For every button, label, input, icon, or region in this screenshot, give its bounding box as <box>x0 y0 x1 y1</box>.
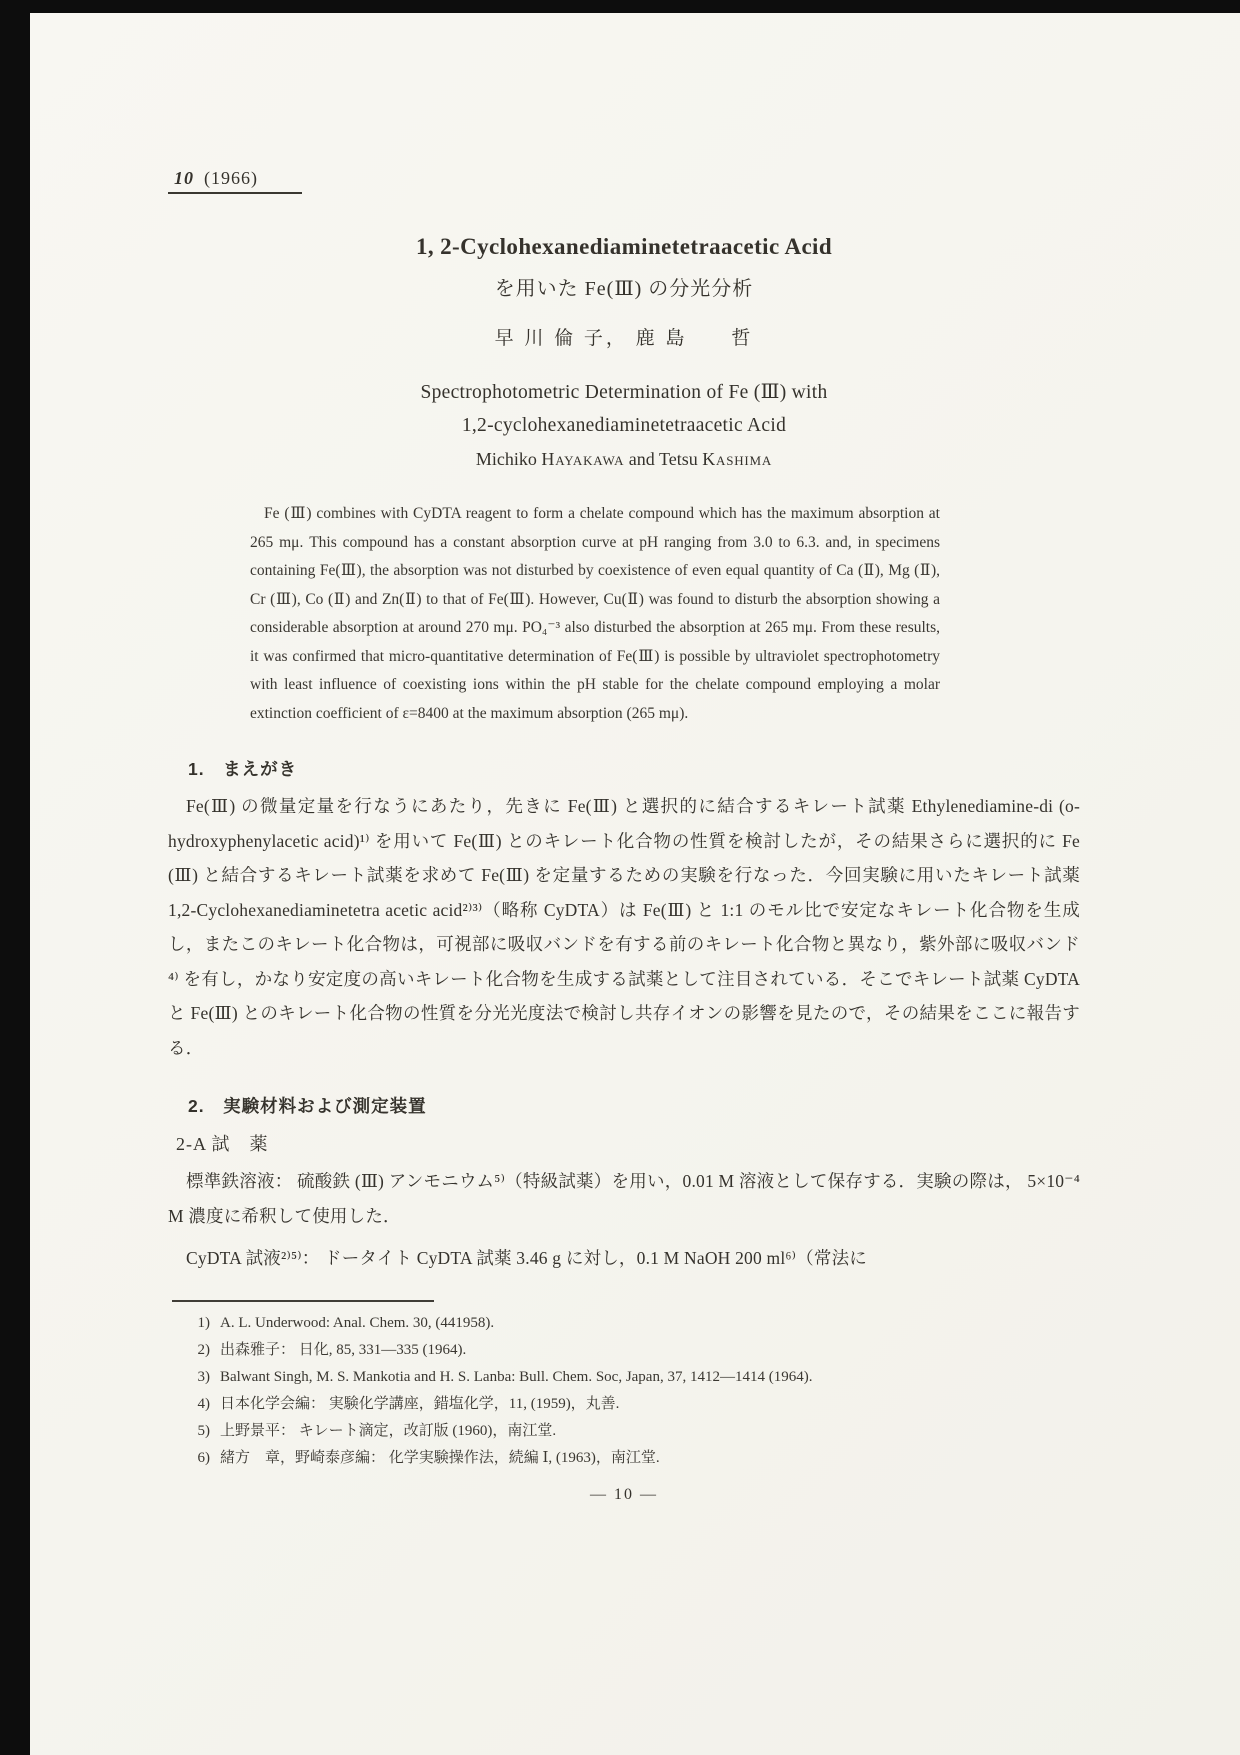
article-title-english <box>168 376 1080 442</box>
section-1-paragraph: Fe(Ⅲ) の微量定量を行なうにあたり，先きに Fe(Ⅲ) と選択的に結合するキレート試薬 Ethylenediamine-di (o-hydroxyphenylacetic acid)¹⁾ を用いて Fe(Ⅲ) とのキレート化合物の性質を検討したが，その結果さらに選択的に Fe (Ⅲ) と結合するキレート試薬を求めて Fe(Ⅲ) を定量するための実験を行なった．今回実験に用いたキレート試薬 1,2-Cyclohexanediaminetetra acetic acid²⁾³⁾（略称 CyDTA）は Fe(Ⅲ) と 1:1 のモル比で安定なキレート化合物を生成し，またこのキレート化合物は，可視部に吸収バンドを有する前のキレート化合物と異なり，紫外部に吸収バンド⁴⁾ を有し，かなり安定度の高いキレート化合物を生成する試薬として注目されている．そこでキレート試薬 CyDTA と Fe(Ⅲ) とのキレート化合物の性質を分光光度法で検討し共存イオンの影響を見たので，その結果をここに報告する． <box>168 796 1080 1058</box>
running-head-year: (1966) <box>204 168 258 188</box>
footnote-item <box>180 1391 1080 1418</box>
author2-given: Tetsu <box>658 449 698 469</box>
footnote-item <box>180 1310 1080 1337</box>
footnote-text: 出森雅子： 日化, 85, 331—335 (1964). <box>220 1341 467 1358</box>
authors-english <box>168 449 1080 470</box>
article-title-english-line1: Spectrophotometric Determination of Fe (Ⅲ) with <box>420 382 828 403</box>
footnote-number: 5) <box>197 1422 210 1439</box>
article-title-english-line2: 1,2-cyclohexanediaminetetraacetic Acid <box>461 415 787 436</box>
authors-conjunction: and <box>628 449 655 469</box>
section-2-heading: 2. 実験材料および測定装置 <box>188 1096 427 1116</box>
footnote-item <box>180 1337 1080 1364</box>
article-title-compound: 1, 2-Cyclohexanediaminetetraacetic Acid <box>415 234 833 259</box>
footnote-item <box>180 1418 1080 1445</box>
footnote-number: 3) <box>197 1368 210 1385</box>
author2-family: Kashima <box>702 449 773 469</box>
footnote-number: 2) <box>197 1341 210 1358</box>
section-1-heading: 1. まえがき <box>188 759 298 779</box>
footnote-number: 6) <box>197 1449 210 1466</box>
footnote-list <box>180 1310 1080 1472</box>
section-2a-subheading: 2-A 試 薬 <box>176 1134 269 1154</box>
footnote-text: 緒方 章，野崎泰彦編： 化学実験操作法，続編 Ⅰ, (1963)，南江堂. <box>220 1449 660 1466</box>
footnote-item <box>180 1364 1080 1391</box>
section-2-paragraph-1: 標準鉄溶液： 硫酸鉄 (Ⅲ) アンモニウム⁵⁾（特級試薬）を用い，0.01 M 溶液として保存する．実験の際は， 5×10⁻⁴ M 濃度に希釈して使用した． <box>168 1171 1080 1226</box>
abstract-text: Fe (Ⅲ) combines with CyDTA reagent to form a chelate compound which has the maximum absorption at 265 mμ. This compound has a constant absorption curve at pH ranging from 3.0 to 6.3. and, in specimens containing Fe(Ⅲ), the absorption was not disturbed by coexistence of even equal quantity of Ca (Ⅱ), Mg (Ⅱ), Cr (Ⅲ), Co (Ⅱ) and Zn(Ⅱ) to that of Fe(Ⅲ). However, Cu(Ⅱ) was found to disturb the absorption showing a considerable absorption at around 270 mμ. PO₄⁻³ also disturbed the absorption at 265 mμ. From these results, it was confirmed that micro-quantitative determination of Fe(Ⅲ) is possible by ultraviolet spectrophotometry with least influence of coexisting ions within the pH stable for the chelate compound employing a molar extinction coefficient of ε=8400 at the maximum absorption (265 mμ). <box>250 505 940 722</box>
footnote-text: Balwant Singh, M. S. Mankotia and H. S. Lanba: Bull. Chem. Soc, Japan, 37, 1412—1414 (1964). <box>220 1368 813 1385</box>
author1-given: Michiko <box>475 449 537 469</box>
authors-japanese: 早 川 倫 子， 鹿 島 哲 <box>494 328 754 349</box>
footnote-text: 上野景平： キレート滴定，改訂版 (1960)，南江堂. <box>220 1422 557 1439</box>
author1-family: Hayakawa <box>541 449 625 469</box>
article-title-japanese: を用いた Fe(Ⅲ) の分光分析 <box>494 278 754 300</box>
footnote-text: 日本化学会編： 実験化学講座，錯塩化学，11, (1959)，丸善. <box>220 1395 620 1412</box>
footnote-text: A. L. Underwood: Anal. Chem. 30, (441958). <box>220 1314 495 1331</box>
footnote-number: 4) <box>197 1395 210 1412</box>
footnote-number: 1) <box>197 1314 210 1331</box>
running-head-page-number: 10 <box>174 168 194 188</box>
footnote-item <box>180 1445 1080 1472</box>
page-number-footer: — 10 — <box>590 1485 658 1503</box>
running-head <box>168 168 302 194</box>
footnote-divider <box>172 1300 434 1302</box>
section-2-paragraph-2: CyDTA 試液²⁾⁵⁾： ドータイト CyDTA 試薬 3.46 g に対し，0.1 M NaOH 200 ml⁶⁾（常法に <box>186 1248 867 1268</box>
